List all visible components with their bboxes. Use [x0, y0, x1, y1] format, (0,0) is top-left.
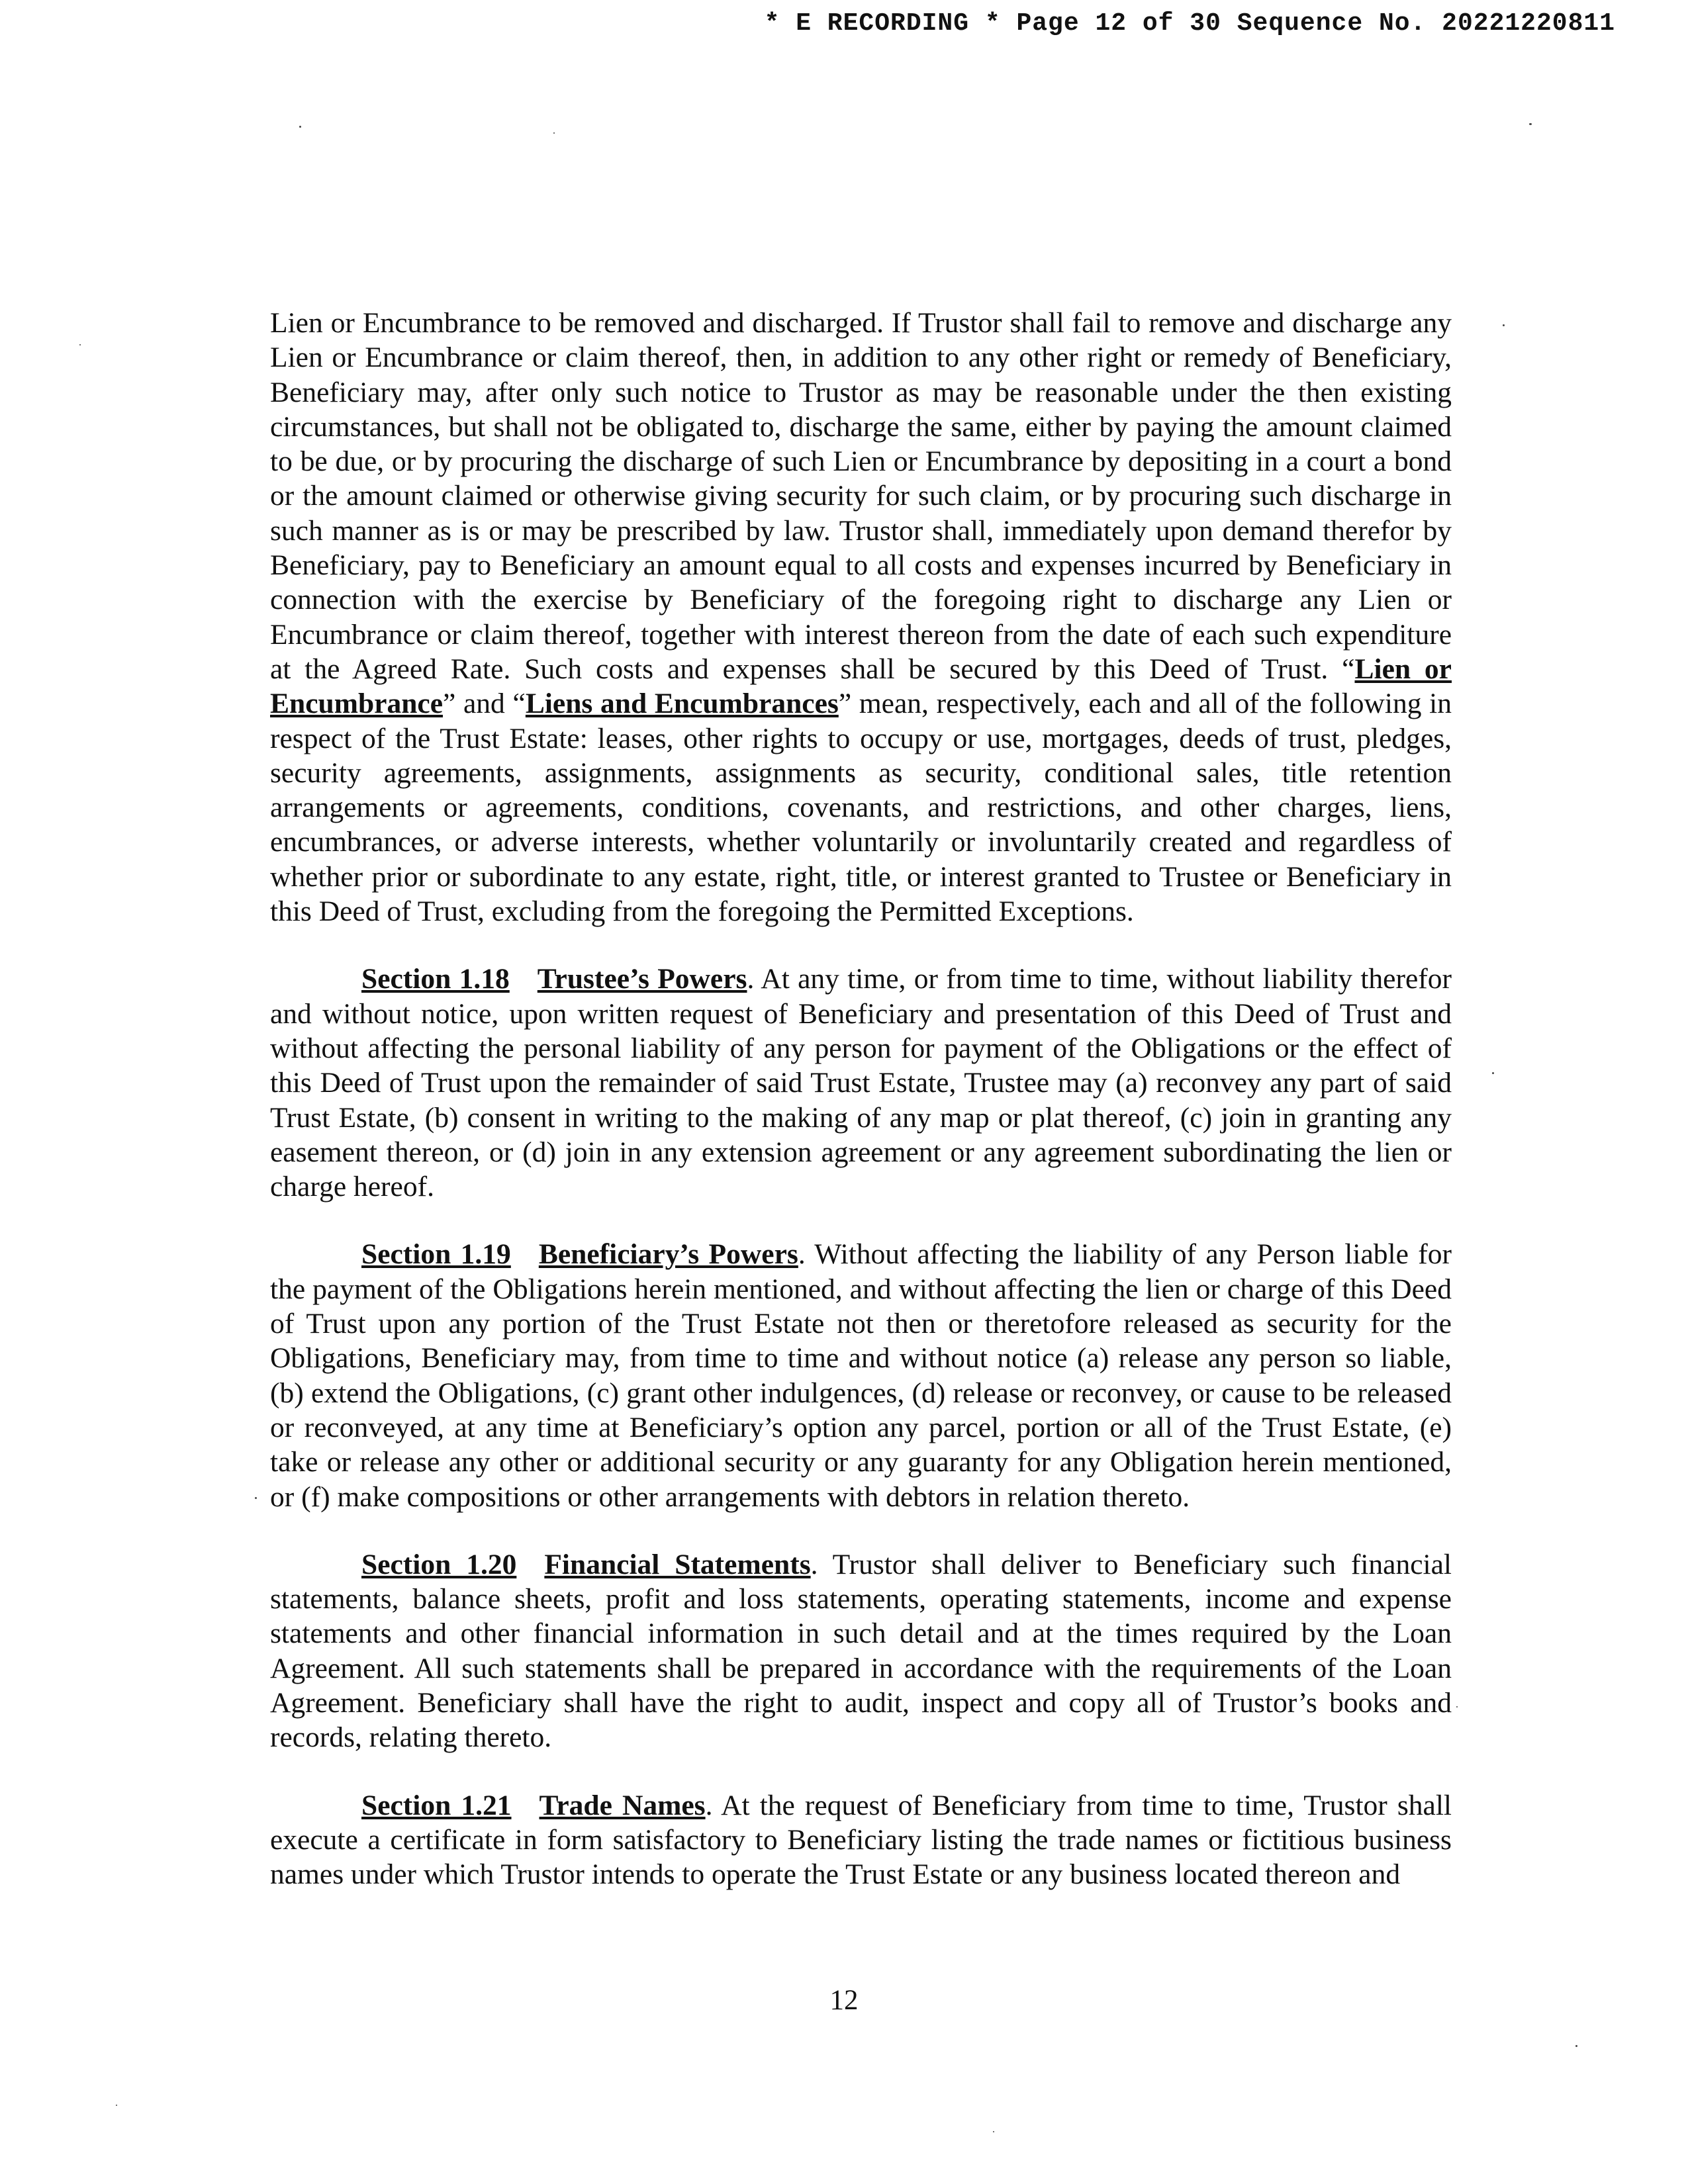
- defined-term-lien-or-encumbrance: Lien or Encumbrance: [270, 653, 1452, 720]
- section-body: . At the request of Beneficiary from time to time, Trustor shall execute a certificate in form satisfactory to Beneficiary listing the trade names or fictitious business names under which Trustor intends to operate the Trust Estate or any business located thereon and: [270, 1789, 1452, 1891]
- scan-speck: [1492, 1072, 1494, 1074]
- defined-term-liens-and-encumbrances: Liens and Encumbrances: [525, 688, 839, 720]
- scan-speck: [1529, 123, 1532, 125]
- section-number: Section 1.21: [361, 1789, 512, 1821]
- section-1-21: [270, 1788, 1452, 1892]
- section-body: . At any time, or from time to time, without liability therefor and without notice, upon written request of Beneficiary and presentation of this Deed of Trust and without affecting the personal liability of any person for payment of the Obligations or the effect of this Deed of Trust upon the remainder of said Trust Estate, Trustee may (a) reconvey any part of said Trust Estate, (b) consent in writing to the making of any map or plat thereof, (c) join in granting any easement thereon, or (d) join in any extension agreement or any agreement subordinating the lien or charge hereof.: [270, 963, 1452, 1203]
- section-number: Section 1.19: [361, 1238, 511, 1271]
- section-body: . Trustor shall deliver to Beneficiary such financial statements, balance sheets, profit and loss statements, operating statements, income and expense statements and other financial information in such detail and at the times required by the Loan Agreement. All such statements shall be prepared in accordance with the requirements of the Loan Agreement. Beneficiary shall have the right to audit, inspect and copy all of Trustor’s books and records, relating thereto.: [270, 1548, 1452, 1754]
- scan-speck: [255, 1497, 257, 1499]
- paragraph-lien-encumbrance: [270, 306, 1452, 929]
- scan-speck: [1575, 2045, 1577, 2047]
- scan-speck: [116, 2105, 117, 2106]
- section-title: Beneficiary’s Powers: [538, 1238, 798, 1271]
- paragraph-text-c: ” mean, respectively, each and all of the following in respect of the Trust Estate: leases, other rights to occupy or use, mortgages, deeds of trust, pledges, security agreements, assignments, assignments as security, conditional sales, title retention arrangements or agreements, conditions, covenants, and restrictions, and other charges, liens, encumbrances, or adverse interests, whether voluntarily or involuntarily created and regardless of whether prior or subordinate to any estate, right, title, or interest granted to Trustee or Beneficiary in this Deed of Trust, excluding from the foregoing the Permitted Exceptions.: [270, 688, 1452, 928]
- section-title: Trade Names: [539, 1789, 706, 1821]
- section-number: Section 1.20: [361, 1548, 517, 1580]
- document-body: [270, 306, 1452, 1891]
- section-1-18: [270, 962, 1452, 1204]
- paragraph-text-b: ” and “: [443, 688, 526, 720]
- scan-speck: [79, 344, 81, 345]
- section-body: . Without affecting the liability of any Person liable for the payment of the Obligations herein mentioned, and without affecting the lien or charge of this Deed of Trust upon any portion of the Trust Estate not then or theretofore released as security for the Obligations, Beneficiary may, from time to time and without notice (a) release any person so liable, (b) extend the Obligations, (c) grant other indulgences, (d) release or reconvey, or cause to be released or reconveyed, at any time at Beneficiary’s option any parcel, portion or all of the Trust Estate, (e) take or release any other or additional security or any guaranty for any Obligation herein mentioned, or (f) make compositions or other arrangements with debtors in relation thereto.: [270, 1238, 1452, 1513]
- section-number: Section 1.18: [361, 963, 510, 995]
- recording-header: * E RECORDING * Page 12 of 30 Sequence No. 20221220811: [764, 9, 1615, 38]
- paragraph-text-a: Lien or Encumbrance to be removed and discharged. If Trustor shall fail to remove and discharge any Lien or Encumbrance or claim thereof, then, in addition to any other right or remedy of Beneficiary, Beneficiary may, after only such notice to Trustor as may be reasonable under the then existing circumstances, but shall not be obligated to, discharge the same, either by paying the amount claimed to be due, or by procuring the discharge of such Lien or Encumbrance by depositing in a court a bond or the amount claimed or otherwise giving security for such claim, or by procuring such discharge in such manner as is or may be prescribed by law. Trustor shall, immediately upon demand therefor by Beneficiary, pay to Beneficiary an amount equal to all costs and expenses incurred by Beneficiary in connection with the exercise by Beneficiary of the foregoing right to discharge any Lien or Encumbrance or claim thereof, together with interest thereon from the date of each such expenditure at the Agreed Rate. Such costs and expenses shall be secured by this Deed of Trust. “: [270, 307, 1452, 685]
- scan-speck: [299, 126, 301, 128]
- scan-speck: [553, 132, 555, 134]
- section-title: Trustee’s Powers: [537, 963, 747, 995]
- section-title: Financial Statements: [544, 1548, 811, 1580]
- scan-speck: [1503, 324, 1505, 326]
- section-1-20: [270, 1547, 1452, 1755]
- scan-speck: [1456, 1706, 1458, 1707]
- section-1-19: [270, 1237, 1452, 1514]
- scan-speck: [993, 2131, 994, 2132]
- page-number: 12: [829, 1985, 859, 2016]
